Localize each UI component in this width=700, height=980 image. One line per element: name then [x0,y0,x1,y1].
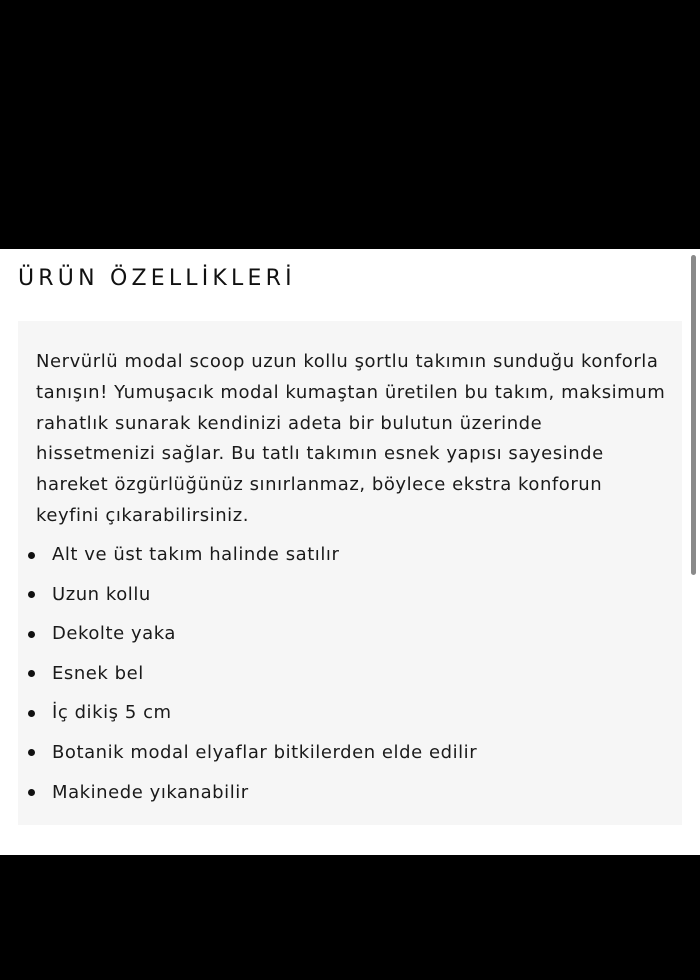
list-item [18,733,678,773]
vertical-scrollbar[interactable] [689,249,700,855]
bullet-icon [28,749,35,756]
list-item [18,693,678,733]
list-item [18,654,678,694]
bullet-icon [28,789,35,796]
scrollbar-thumb[interactable] [691,255,696,575]
list-item [18,535,678,575]
bottom-black-area [0,855,700,980]
feature-list [18,535,678,812]
feature-text: İç dikiş 5 cm [52,702,172,724]
bullet-icon [28,710,35,717]
product-description: Nervürlü modal scoop uzun kollu şortlu takımın sunduğu konforla tanışın! Yumuşacık modal kumaştan üretilen bu takım, maksimum rahatlık sunarak kendinizi adeta bir bulutun üzerinde hissetmenizi sağlar. Bu tatlı takımın esnek yapısı sayesinde hareket özgürlüğünüz sınırlanmaz, böylece ekstra konforun keyfini çıkarabilirsiniz. [36,351,666,526]
bullet-icon [28,631,35,638]
list-item [18,773,678,813]
list-item [18,614,678,654]
product-description-panel [18,321,682,825]
bullet-icon [28,670,35,677]
feature-text: Makinede yıkanabilir [52,781,249,803]
bullet-icon [28,591,35,598]
feature-text: Esnek bel [52,662,144,684]
bullet-icon [28,552,35,559]
list-item [18,575,678,615]
top-black-area [0,0,700,249]
feature-text: Dekolte yaka [52,623,177,645]
product-details-section [0,249,700,855]
feature-text: Alt ve üst takım halinde satılır [52,544,340,565]
feature-text: Uzun kollu [52,583,151,605]
section-title: ÜRÜN ÖZELLİKLERİ [18,266,296,291]
feature-text: Botanik modal elyaflar bitkilerden elde edilir [52,741,478,763]
